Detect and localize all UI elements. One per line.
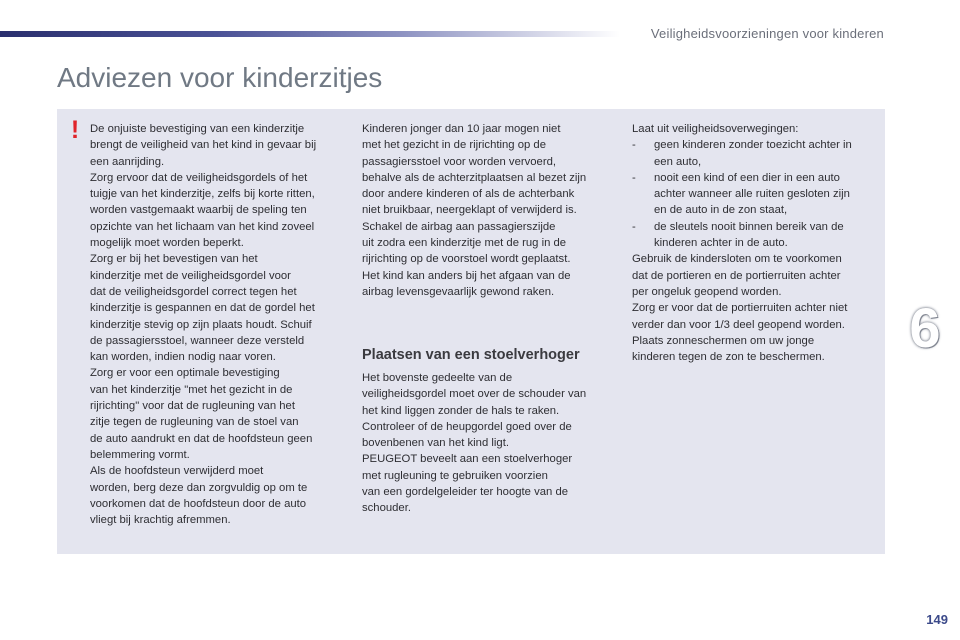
list-item-text: nooit een kind of een dier in een auto achter wanneer alle ruiten gesloten zijn en de auto in de zon staat,: [654, 171, 850, 217]
column-3-bullet-list: [632, 137, 878, 251]
chapter-number: 6: [909, 296, 941, 359]
list-dash: -: [632, 171, 636, 184]
page-title: Adviezen voor kinderzitjes: [57, 62, 383, 93]
section-heading-booster-seat: Plaatsen van een stoelverhoger: [362, 347, 580, 363]
list-dash: -: [632, 220, 636, 233]
column-3-intro: Laat uit veiligheidsoverwegingen:: [632, 123, 799, 135]
column-1: [90, 121, 345, 528]
list-item: [632, 219, 878, 252]
column-2-section: [362, 370, 612, 517]
column-3-outro: Gebruik de kindersloten om te voorkomen dat de portieren en de portierruiten achter per ongeluk geopend worden. Zorg er voor dat de portierruiten achter niet verder dan voor 1/3 deel geopend worden. Plaats zonneschermen om uw jonge kinderen tegen de zon te beschermen.: [632, 253, 848, 364]
header-decorative-bar: [0, 31, 620, 37]
column-1-text: De onjuiste bevestiging van een kinderzitje brengt de veiligheid van het kind in gevaar bij een aanrijding. Zorg ervoor dat de veiligheidsgordels of het tuigje van het kinderzitje, zelfs bij korte ritten, worden vastgemaakt waarbij de speling ten opzichte van het lichaam van het kind zoveel mogelijk moet worden beperkt. Zorg er bij het bevestigen van het kinderzitje met de veiligheidsgordel voor dat de veiligheidsgordel correct tegen het kinderzitje is gespannen en dat de gordel het kinderzitje stevig op zijn plaats houdt. Schuif de passagiersstoel, wanneer deze versteld kan worden, indien nodig naar voren. Zorg er voor een optimale bevestiging van het kinderzitje "met het gezicht in de rijrichting" voor dat de rugleuning van het zitje tegen de rugleuning van de stoel van de auto aandrukt en dat de hoofdsteun geen belemmering vormt. Als de hoofdsteun verwijderd moet worden, berg deze dan zorgvuldig op om te voorkomen dat de hoofdsteun door de auto vliegt bij krachtig afremmen.: [90, 123, 317, 527]
list-item-text: geen kinderen zonder toezicht achter in een auto,: [654, 139, 852, 168]
column-3: [632, 121, 878, 365]
column-2: [362, 121, 612, 300]
page-number: 149: [926, 612, 948, 627]
list-item: [632, 137, 878, 170]
column-2-section-text: Het bovenste gedeelte van de veiligheidsgordel moet over de schouder van het kind liggen zonder de hals te raken. Controleer of de heupgordel goed over de bovenbenen van het kind ligt. PEUGEOT beveelt aan een stoelverhoger met rugleuning te gebruiken voorzien van een gordelgeleider ter hoogte van de schouder.: [362, 372, 587, 515]
list-item-text: de sleutels nooit binnen bereik van de kinderen achter in de auto.: [654, 220, 844, 250]
list-dash: -: [632, 139, 636, 152]
section-header-title: Veiligheidsvoorzieningen voor kinderen: [650, 26, 884, 41]
warning-icon: !: [70, 116, 80, 144]
list-item: [632, 170, 878, 219]
column-2-text: Kinderen jonger dan 10 jaar mogen niet met het gezicht in de rijrichting op de passagiersstoel voor worden vervoerd, behalve als de achterzitplaatsen al bezet zijn door andere kinderen of als de achterbank niet bruikbaar, neergeklapt of verwijderd is. Schakel de airbag aan passagierszijde uit zodra een kinderzitje met de rug in de rijrichting op de voorstoel wordt geplaatst. Het kind kan anders bij het afgaan van de airbag levensgevaarlijk gewond raken.: [362, 123, 587, 298]
